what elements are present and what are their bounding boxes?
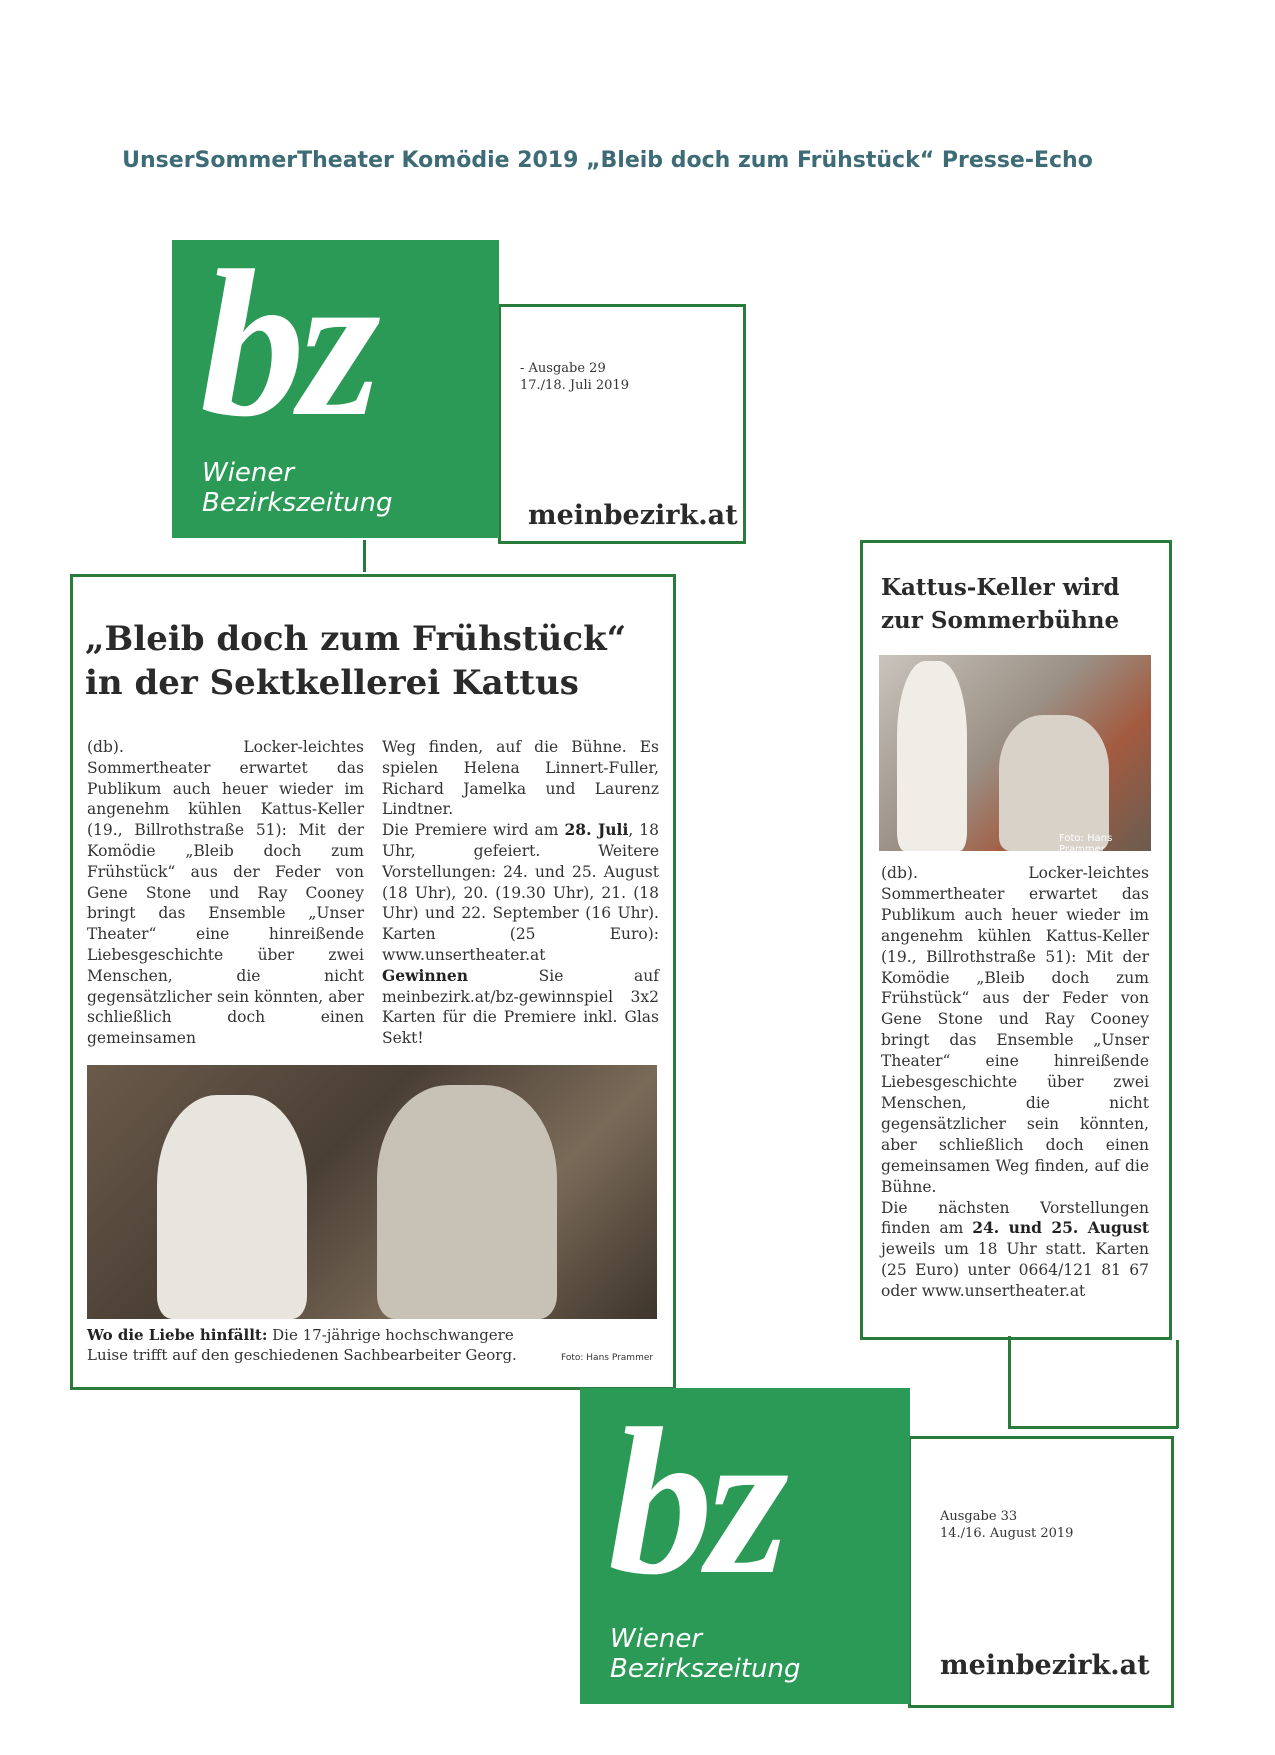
photo-caption: Wo die Liebe hinfällt: Die 17-jährige hochschwangere Luise trifft auf den geschiedenen Sachbearbeiter Georg. bbox=[87, 1326, 517, 1364]
photo-figure-man bbox=[377, 1085, 557, 1319]
side-body: (db). Locker-leichtes Sommertheater erwartet das Publikum auch heuer wieder im angenehm kühlen Kattus-Keller (19., Billrothstraße 51): Mit der Komödie „Bleib doch zum Frühstück“ aus der Feder von Gene Stone und Ray Cooney bringt das Ensemble „Unser Theater“ eine hinreißende Liebesgeschichte über zwei Menschen, die nicht gegensätzlicher sein könnten, aber schließlich doch einen gemeinsamen Weg finden, auf die Bühne. Die nächsten Vorstellungen finden am 24. und 25. August jeweils um 18 Uhr statt. Karten (25 Euro) unter 0664/121 81 67 oder www.unsertheater.at bbox=[881, 864, 1149, 1301]
site-name: meinbezirk.at bbox=[528, 500, 738, 531]
connector-line bbox=[1008, 1336, 1011, 1428]
masthead-top-logo-block bbox=[172, 228, 499, 538]
side-headline: Kattus-Keller wird zur Sommerbühne bbox=[881, 574, 1120, 634]
connector-line bbox=[1176, 1340, 1179, 1428]
masthead-subtitle: Wiener Bezirkszeitung bbox=[610, 1624, 801, 1684]
masthead-subtitle: Wiener Bezirkszeitung bbox=[202, 458, 393, 518]
photo-credit: Foto: Hans Prammer bbox=[1059, 833, 1113, 855]
issue-info: Ausgabe 33 14./16. August 2019 bbox=[940, 1509, 1074, 1541]
masthead-bottom-logo-block bbox=[580, 1388, 910, 1704]
photo-credit: Foto: Hans Prammer bbox=[561, 1353, 654, 1363]
photo-figure-man bbox=[999, 715, 1109, 851]
photo-figure-woman bbox=[157, 1095, 307, 1319]
page-title: UnserSommerTheater Komödie 2019 „Bleib doch zum Frühstück“ Presse-Echo bbox=[122, 148, 1093, 173]
article-photo bbox=[87, 1065, 657, 1319]
site-name: meinbezirk.at bbox=[940, 1650, 1150, 1681]
issue-info: - Ausgabe 29 17./18. Juli 2019 bbox=[520, 361, 629, 393]
article-side bbox=[860, 540, 1172, 1340]
connector-line bbox=[363, 540, 366, 572]
article-main bbox=[70, 574, 676, 1390]
bz-logo: bz bbox=[200, 228, 375, 460]
side-photo bbox=[879, 655, 1151, 855]
article-column-2: Weg finden, auf die Bühne. Es spielen Helena Linnert-Fuller, Richard Jamelka und Laurenz Lindtner. Die Premiere wird am 28. Juli, 18 Uhr, gefeiert. Weitere Vorstellungen: 24. und 25. August (18 Uhr), 20. (19.30 Uhr), 21. (18 Uhr) und 22. September (16 Uhr). Karten (25 Euro): www.unsertheater.at Gewinnen Sie auf meinbezirk.at/bz-gewinnspiel 3x2 Karten für die Premiere inkl. Glas Sekt! bbox=[382, 738, 660, 1048]
article-column-1: (db). Locker-leichtes Sommertheater erwartet das Publikum auch heuer wieder im angenehm kühlen Kattus-Keller (19., Billrothstraße 51): Mit der Komödie „Bleib doch zum Frühstück“ aus der Feder von Gene Stone und Ray Cooney bringt das Ensemble „Unser Theater“ eine hinreißende Liebesgeschichte über zwei Menschen, die nicht gegensätzlicher sein könnten, aber schließlich doch einen gemeinsamen bbox=[87, 738, 364, 1048]
photo-figure-woman bbox=[897, 661, 967, 851]
article-columns bbox=[87, 737, 659, 1049]
connector-line bbox=[1008, 1426, 1178, 1429]
bz-logo: bz bbox=[608, 1386, 783, 1618]
article-headline: „Bleib doch zum Frühstück“ in der Sektkellerei Kattus bbox=[85, 619, 627, 703]
